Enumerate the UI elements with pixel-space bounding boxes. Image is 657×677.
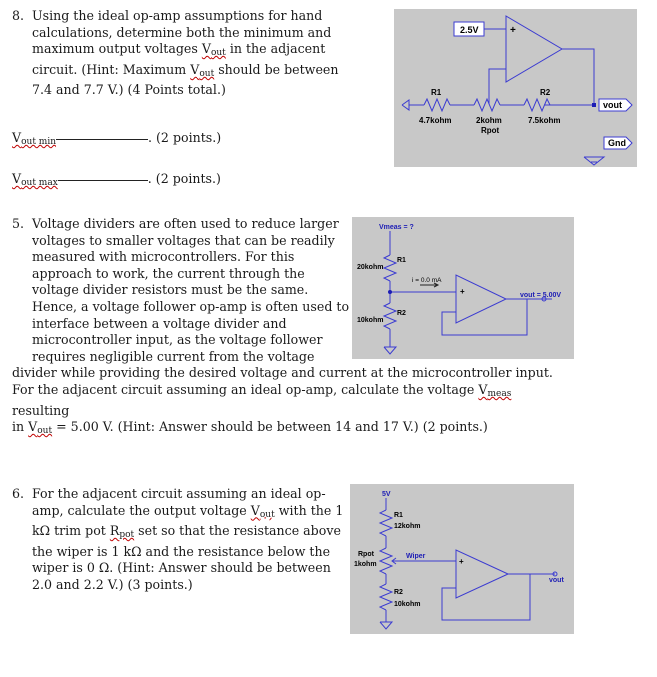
text-line: the wiper is 1 kΩ and the resistance below the [32,543,331,559]
vout-min-answer [12,130,342,151]
r1-symbol [384,255,396,281]
text-line [12,382,572,419]
text-line: calculations, determine both the minimum and [32,24,332,40]
opamp-symbol [456,275,506,323]
rpot-symbol: $R_{pot}$ [109,523,135,541]
rpot-value: 1kohm [354,561,377,568]
supply-label: 5V [382,491,391,498]
text-line: 7.4 and 7.7 V.) (4 Points total.) [32,82,226,98]
node-dot [388,290,392,294]
r2-label: R2 [540,88,551,97]
rpot-symbol [380,548,392,574]
r2-value: 7.5kohm [528,116,561,125]
vout-label: vout [549,577,564,584]
vmeas-label: Vmeas = ? [379,224,414,231]
text-line [32,62,338,83]
answer-blank[interactable] [56,138,148,140]
vout-max-answer [12,171,342,192]
text-line: measured with microcontrollers. For this [32,249,295,265]
rpot-value: 2kohm [476,116,502,125]
vout-label: vout [603,100,622,110]
r1-symbol [380,510,392,536]
text-fragment: maximum output voltages [32,41,198,57]
text-line [12,419,572,440]
text-line: 2.0 and 2.2 V.) (3 points.) [32,576,193,592]
r1-symbol [424,99,450,111]
text-fragment: circuit. (Hint: Maximum [32,61,187,77]
schematic [350,484,574,634]
question-text [32,486,343,594]
text-line: Hence, a voltage follower op-amp is often used to [32,298,350,314]
r1-label: R1 [431,88,442,97]
text-fragment: with the 1 [278,502,344,518]
text-line: approach to work, the current through the [32,265,305,281]
question-number: 8. [12,8,25,23]
gnd-label: Gnd [608,138,626,148]
vout-label: vout = 5.00V [520,292,562,299]
text-line: voltages to smaller voltages that can be readily [32,232,335,248]
vout-symbol: $V_{out}$ [190,61,215,79]
source-label: 2.5V [460,25,479,35]
points-text: . (2 points.) [147,171,221,186]
circuit-q6 [350,484,574,634]
answer-blank[interactable] [58,179,148,181]
opamp-symbol [456,550,508,598]
wiper-label: Wiper [406,553,426,560]
plus-label: + [510,25,516,36]
current-label: i = 0.0 mA [412,277,442,284]
vout-max-symbol: $V_{out max}$ [12,171,58,188]
text-line: interface between a voltage divider and [32,315,287,331]
text-line: requires negligible current from the voltage [32,348,315,364]
node-dot [592,103,596,107]
rpot-symbol [474,99,500,111]
r2-symbol [384,303,396,329]
text-line: Voltage dividers are often used to reduce larger [32,216,339,231]
r1-label: R1 [394,512,403,519]
text-fragment: amp, calculate the output voltage [32,502,247,518]
question-text [32,8,338,99]
text-line: Using the ideal op-amp assumptions for hand [32,8,323,23]
r2-label: R2 [397,310,406,317]
text-fragment: set so that the resistance above [138,523,341,539]
r1-value: 4.7kohm [419,116,452,125]
rpot-label: Rpot [481,126,500,135]
points-text: . (2 points.) [148,130,222,145]
text-line: wiper is 0 Ω. (Hint: Answer should be between [32,560,331,576]
question-number: 5. [12,216,25,231]
vmeas-symbol: $V_{meas}$ [478,381,512,399]
rpot-label: Rpot [358,551,374,558]
circuit-q8 [394,9,637,167]
r2-value: 10kohm [357,317,384,324]
r2-label: R2 [394,589,403,596]
text-line [32,503,343,524]
text-fragment: For the adjacent circuit assuming an ideal op-amp, calculate the voltage [12,381,475,397]
vout-min-symbol: $V_{out min}$ [12,130,57,147]
r2-value: 10kohm [394,601,421,608]
plus-label: + [459,557,464,566]
text-fragment: should be between [218,61,339,77]
vout-symbol: $V_{out}$ [250,502,275,520]
text-line: For the adjacent circuit assuming an ideal op- [32,486,326,501]
text-fragment: in the adjacent [229,41,326,57]
text-line: divider while providing the desired voltage and current at the microcontroller input. [12,365,553,381]
r1-value: 12kohm [394,523,421,530]
text-line: voltage divider resistors must be the same. [32,282,309,298]
question-6 [12,486,352,606]
text-fragment: = 5.00 V. (Hint: Answer should be between 14 and 17 V.) (2 points.) [56,419,488,435]
text-fragment: resulting [12,402,70,418]
text-line [32,523,343,544]
circuit-q5 [352,217,574,359]
vout-symbol: $V_{out}$ [201,41,226,59]
r2-symbol [380,584,392,610]
question-number: 6. [12,486,25,501]
text-line: microcontroller input, as the voltage follower [32,332,323,348]
plus-label: + [460,287,465,296]
question-8 [12,8,372,108]
schematic [352,217,574,359]
r1-value: 20kohm [357,264,384,271]
vout-symbol: $V_{out}$ [28,419,53,437]
text-fragment: in [12,419,25,435]
text-line [32,41,338,62]
r1-label: R1 [397,257,406,264]
schematic [394,9,637,167]
text-fragment: kΩ trim pot [32,523,106,539]
